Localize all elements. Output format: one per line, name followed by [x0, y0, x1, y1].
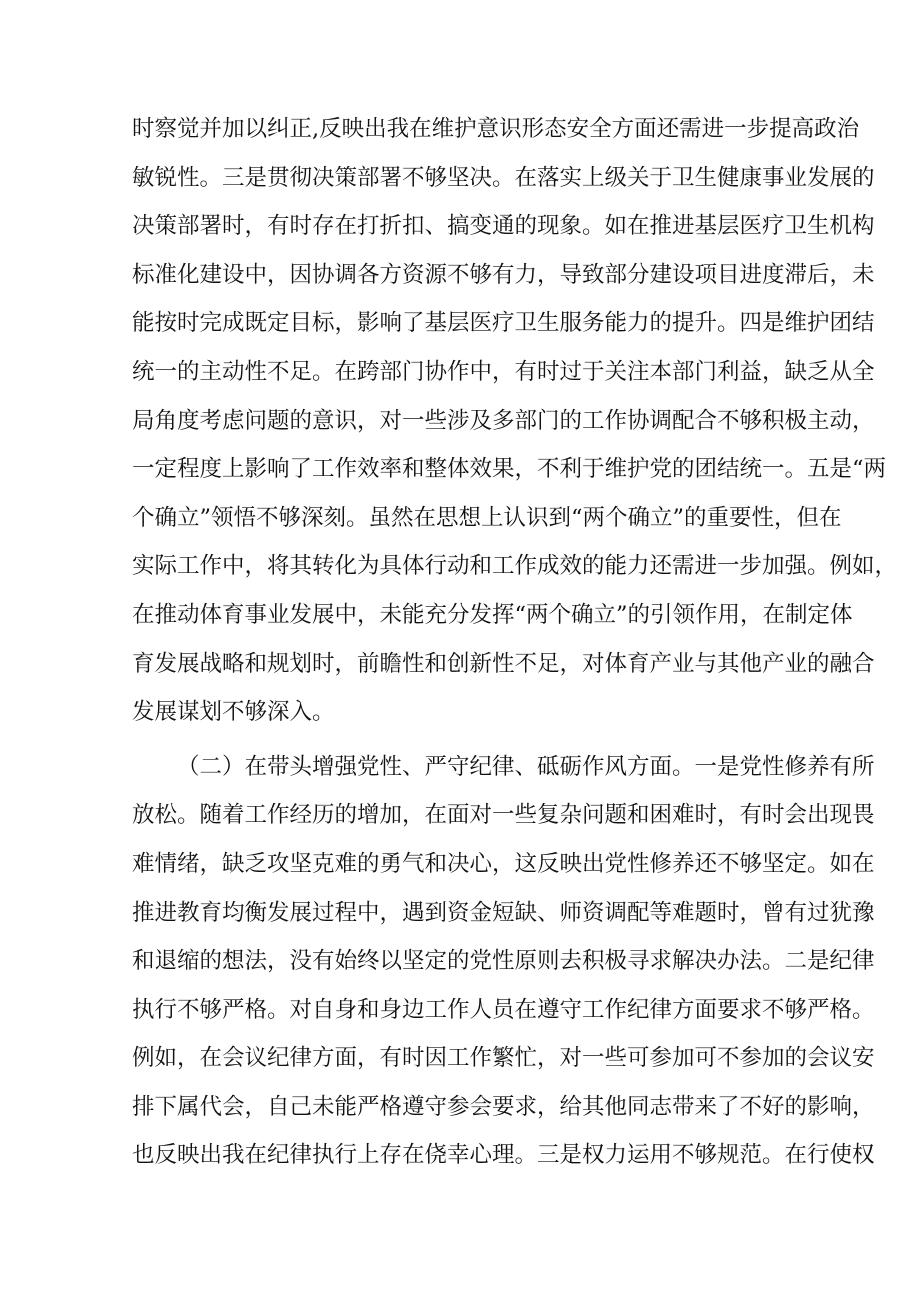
- text-line: 标准化建设中，因协调各方资源不够有力，导致部分建设项目进度滞后，未: [132, 261, 875, 288]
- text-line: 难情绪，缺乏攻坚克难的勇气和决心，这反映出党性修养还不够坚定。如在: [132, 850, 875, 877]
- text-line: 统一的主动性不足。在跨部门协作中，有时过于关注本部门利益，缺乏从全: [132, 358, 875, 385]
- paragraph-1: [132, 105, 898, 737]
- text-line: 放松。随着工作经历的增加，在面对一些复杂问题和困难时，有时会出现畏: [132, 802, 875, 829]
- text-line: 决策部署时，有时存在打折扣、搞变通的现象。如在推进基层医疗卫生机构: [132, 213, 875, 240]
- text-line: 例如，在会议纪律方面，有时因工作繁忙，对一些可参加可不参加的会议安: [132, 1045, 875, 1072]
- text-line: 实际工作中，将其转化为具体行动和工作成效的能力还需进一步加强。例如，: [132, 553, 898, 580]
- text-line: 发展谋划不够深入。: [132, 699, 335, 726]
- text-line: 执行不够严格。对自身和身边工作人员在遵守工作纪律方面要求不够严格。: [132, 996, 875, 1023]
- text-line: （二）在带头增强党性、严守纪律、砥砺作风方面。一是党性修养有所: [177, 753, 875, 780]
- text-line: 一定程度上影响了工作效率和整体效果，不利于维护党的团结统一。五是“两: [132, 456, 887, 483]
- text-line: 和退缩的想法，没有始终以坚定的党性原则去积极寻求解决办法。二是纪律: [132, 948, 875, 975]
- document-body: [132, 105, 898, 1180]
- text-line: 也反映出我在纪律执行上存在侥幸心理。三是权力运用不够规范。在行使权: [132, 1142, 875, 1169]
- text-line: 敏锐性。三是贯彻决策部署不够坚决。在落实上级关于卫生健康事业发展的: [132, 164, 875, 191]
- paragraph-2: [132, 743, 875, 1180]
- text-line: 在推动体育事业发展中，未能充分发挥“两个确立”的引领作用，在制定体: [132, 601, 853, 628]
- text-line: 推进教育均衡发展过程中，遇到资金短缺、师资调配等难题时，曾有过犹豫: [132, 899, 875, 926]
- text-line: 时察觉并加以纠正,反映出我在维护意识形态安全方面还需进一步提高政治: [132, 116, 860, 142]
- text-line: 个确立”领悟不够深刻。虽然在思想上认识到“两个确立”的重要性，但在: [132, 504, 842, 531]
- text-line: 育发展战略和规划时，前瞻性和创新性不足，对体育产业与其他产业的融合: [132, 650, 875, 677]
- text-line: 排下属代会，自己未能严格遵守参会要求，给其他同志带来了不好的影响，: [132, 1093, 875, 1120]
- text-line: 局角度考虑问题的意识，对一些涉及多部门的工作协调配合不够积极主动，: [132, 407, 875, 434]
- text-line: 能按时完成既定目标，影响了基层医疗卫生服务能力的提升。四是维护团结: [132, 310, 875, 337]
